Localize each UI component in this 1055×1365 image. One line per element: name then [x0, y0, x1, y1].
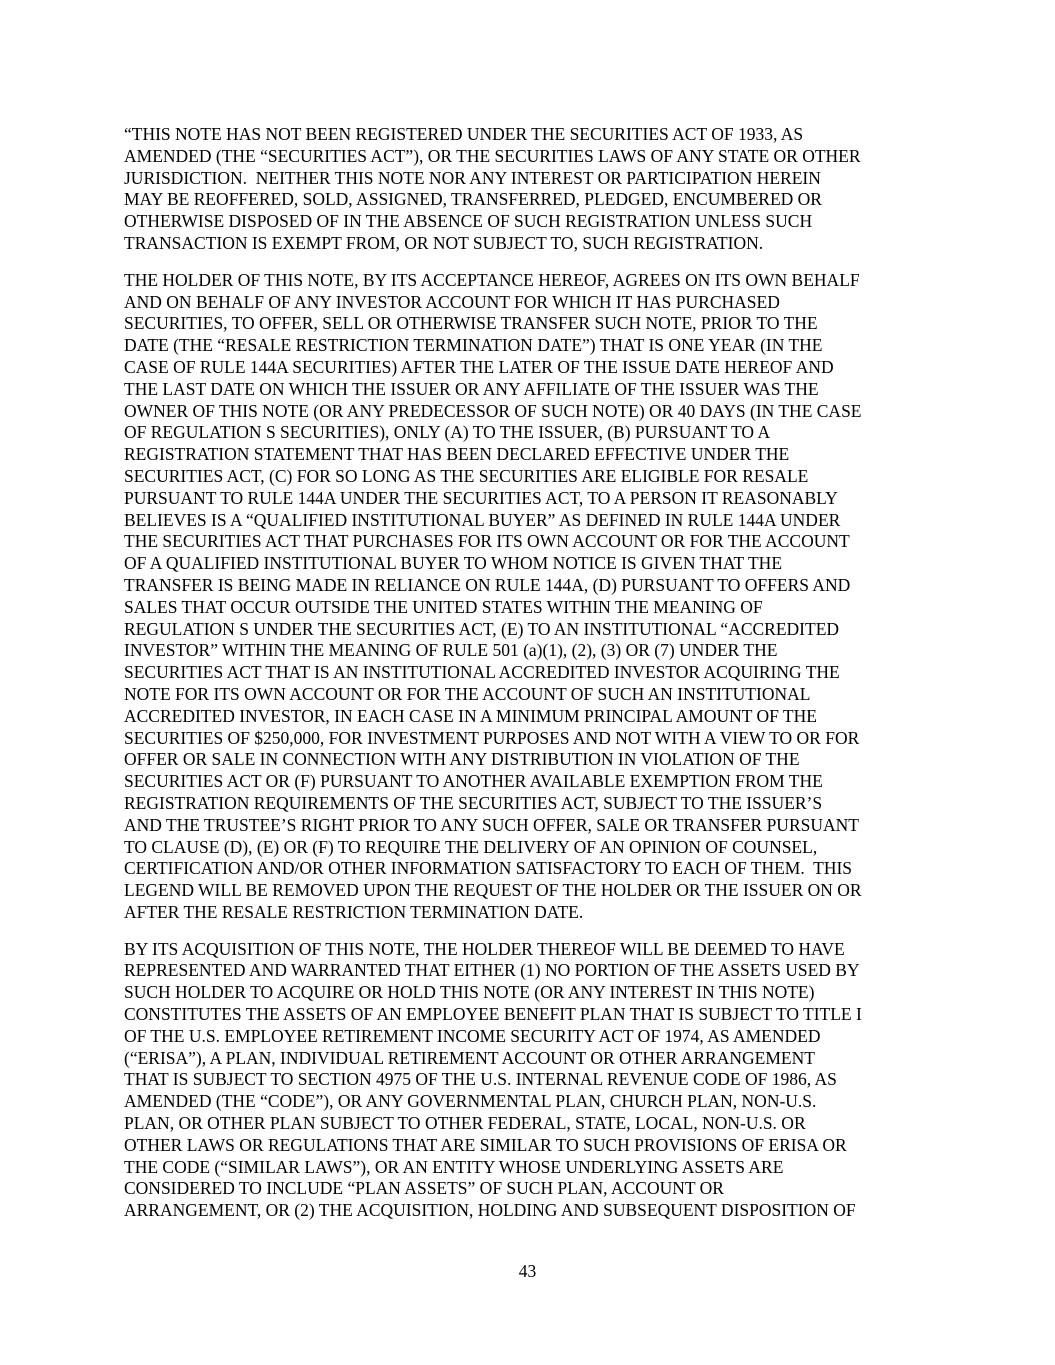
- text-line: TO CLAUSE (D), (E) OR (F) TO REQUIRE THE DELIVERY OF AN OPINION OF COUNSEL,: [124, 836, 818, 857]
- text-line: OWNER OF THIS NOTE (OR ANY PREDECESSOR OF SUCH NOTE) OR 40 DAYS (IN THE CASE: [124, 400, 862, 421]
- text-line: “THIS NOTE HAS NOT BEEN REGISTERED UNDER THE SECURITIES ACT OF 1933, AS: [124, 124, 804, 144]
- text-line: SECURITIES, TO OFFER, SELL OR OTHERWISE TRANSFER SUCH NOTE, PRIOR TO THE: [124, 313, 818, 334]
- text-line: SECURITIES OF $250,000, FOR INVESTMENT PURPOSES AND NOT WITH A VIEW TO OR FOR: [124, 727, 860, 748]
- erisa-representation-paragraph: [124, 939, 936, 1222]
- text-line: REGISTRATION STATEMENT THAT HAS BEEN DECLARED EFFECTIVE UNDER THE: [124, 444, 790, 465]
- text-line: AMENDED (THE “CODE”), OR ANY GOVERNMENTAL PLAN, CHURCH PLAN, NON-U.S.: [124, 1091, 817, 1112]
- resale-restriction-paragraph: [124, 270, 936, 924]
- securities-act-legend-paragraph: [124, 124, 936, 255]
- text-line: THAT IS SUBJECT TO SECTION 4975 OF THE U.S. INTERNAL REVENUE CODE OF 1986, AS: [124, 1069, 837, 1090]
- text-line: THE CODE (“SIMILAR LAWS”), OR AN ENTITY WHOSE UNDERLYING ASSETS ARE: [124, 1156, 784, 1177]
- text-line: NOTE FOR ITS OWN ACCOUNT OR FOR THE ACCOUNT OF SUCH AN INSTITUTIONAL: [124, 683, 811, 704]
- text-line: (“ERISA”), A PLAN, INDIVIDUAL RETIREMENT ACCOUNT OR OTHER ARRANGEMENT: [124, 1047, 815, 1068]
- text-line: OFFER OR SALE IN CONNECTION WITH ANY DISTRIBUTION IN VIOLATION OF THE: [124, 749, 800, 770]
- text-line: OTHERWISE DISPOSED OF IN THE ABSENCE OF SUCH REGISTRATION UNLESS SUCH: [124, 211, 813, 232]
- text-line: TRANSFER IS BEING MADE IN RELIANCE ON RULE 144A, (D) PURSUANT TO OFFERS AND: [124, 574, 851, 595]
- text-line: SALES THAT OCCUR OUTSIDE THE UNITED STATES WITHIN THE MEANING OF: [124, 596, 763, 617]
- text-line: THE SECURITIES ACT THAT PURCHASES FOR ITS OWN ACCOUNT OR FOR THE ACCOUNT: [124, 531, 850, 552]
- text-line: BELIEVES IS A “QUALIFIED INSTITUTIONAL BUYER” AS DEFINED IN RULE 144A UNDER: [124, 509, 841, 530]
- text-line: OTHER LAWS OR REGULATIONS THAT ARE SIMILAR TO SUCH PROVISIONS OF ERISA OR: [124, 1134, 847, 1155]
- text-line: JURISDICTION. NEITHER THIS NOTE NOR ANY INTEREST OR PARTICIPATION HEREIN: [124, 167, 821, 188]
- text-line: OF REGULATION S SECURITIES), ONLY (A) TO THE ISSUER, (B) PURSUANT TO A: [124, 422, 771, 443]
- text-line: REPRESENTED AND WARRANTED THAT EITHER (1) NO PORTION OF THE ASSETS USED BY: [124, 960, 860, 981]
- text-line: MAY BE REOFFERED, SOLD, ASSIGNED, TRANSFERRED, PLEDGED, ENCUMBERED OR: [124, 189, 822, 210]
- text-line: SECURITIES ACT OR (F) PURSUANT TO ANOTHER AVAILABLE EXEMPTION FROM THE: [124, 771, 823, 792]
- text-line: AND ON BEHALF OF ANY INVESTOR ACCOUNT FOR WHICH IT HAS PURCHASED: [124, 291, 780, 312]
- text-line: AND THE TRUSTEE’S RIGHT PRIOR TO ANY SUCH OFFER, SALE OR TRANSFER PURSUANT: [124, 814, 859, 835]
- text-line: INVESTOR” WITHIN THE MEANING OF RULE 501 (a)(1), (2), (3) OR (7) UNDER THE: [124, 640, 778, 661]
- text-line: ACCREDITED INVESTOR, IN EACH CASE IN A MINIMUM PRINCIPAL AMOUNT OF THE: [124, 705, 817, 726]
- text-line: CONSIDERED TO INCLUDE “PLAN ASSETS” OF SUCH PLAN, ACCOUNT OR: [124, 1178, 724, 1199]
- text-line: THE LAST DATE ON WHICH THE ISSUER OR ANY AFFILIATE OF THE ISSUER WAS THE: [124, 378, 819, 399]
- text-line: PURSUANT TO RULE 144A UNDER THE SECURITIES ACT, TO A PERSON IT REASONABLY: [124, 487, 838, 508]
- text-line: SECURITIES ACT THAT IS AN INSTITUTIONAL ACCREDITED INVESTOR ACQUIRING THE: [124, 662, 840, 683]
- text-line: CASE OF RULE 144A SECURITIES) AFTER THE LATER OF THE ISSUE DATE HEREOF AND: [124, 356, 834, 377]
- text-line: DATE (THE “RESALE RESTRICTION TERMINATION DATE”) THAT IS ONE YEAR (IN THE: [124, 335, 823, 356]
- text-line: SECURITIES ACT, (C) FOR SO LONG AS THE SECURITIES ARE ELIGIBLE FOR RESALE: [124, 465, 809, 486]
- text-line: AMENDED (THE “SECURITIES ACT”), OR THE SECURITIES LAWS OF ANY STATE OR OTHER: [124, 145, 861, 166]
- text-line: ARRANGEMENT, OR (2) THE ACQUISITION, HOLDING AND SUBSEQUENT DISPOSITION OF: [124, 1200, 856, 1221]
- page-number: 43: [518, 1261, 537, 1281]
- text-line: LEGEND WILL BE REMOVED UPON THE REQUEST OF THE HOLDER OR THE ISSUER ON OR: [124, 880, 862, 901]
- legend-text-body: [124, 124, 936, 1237]
- text-line: TRANSACTION IS EXEMPT FROM, OR NOT SUBJECT TO, SUCH REGISTRATION.: [124, 232, 764, 253]
- text-line: SUCH HOLDER TO ACQUIRE OR HOLD THIS NOTE (OR ANY INTEREST IN THIS NOTE): [124, 982, 815, 1003]
- text-line: AFTER THE RESALE RESTRICTION TERMINATION DATE.: [124, 901, 584, 922]
- text-line: PLAN, OR OTHER PLAN SUBJECT TO OTHER FEDERAL, STATE, LOCAL, NON-U.S. OR: [124, 1113, 806, 1134]
- text-line: OF THE U.S. EMPLOYEE RETIREMENT INCOME SECURITY ACT OF 1974, AS AMENDED: [124, 1025, 821, 1046]
- text-line: CERTIFICATION AND/OR OTHER INFORMATION SATISFACTORY TO EACH OF THEM. THIS: [124, 858, 853, 879]
- text-line: REGISTRATION REQUIREMENTS OF THE SECURITIES ACT, SUBJECT TO THE ISSUER’S: [124, 792, 823, 813]
- text-line: THE HOLDER OF THIS NOTE, BY ITS ACCEPTANCE HEREOF, AGREES ON ITS OWN BEHALF: [124, 269, 860, 290]
- text-line: CONSTITUTES THE ASSETS OF AN EMPLOYEE BENEFIT PLAN THAT IS SUBJECT TO TITLE I: [124, 1004, 862, 1025]
- text-line: OF A QUALIFIED INSTITUTIONAL BUYER TO WHOM NOTICE IS GIVEN THAT THE: [124, 553, 783, 574]
- text-line: BY ITS ACQUISITION OF THIS NOTE, THE HOLDER THEREOF WILL BE DEEMED TO HAVE: [124, 938, 845, 959]
- text-line: REGULATION S UNDER THE SECURITIES ACT, (E) TO AN INSTITUTIONAL “ACCREDITED: [124, 618, 840, 639]
